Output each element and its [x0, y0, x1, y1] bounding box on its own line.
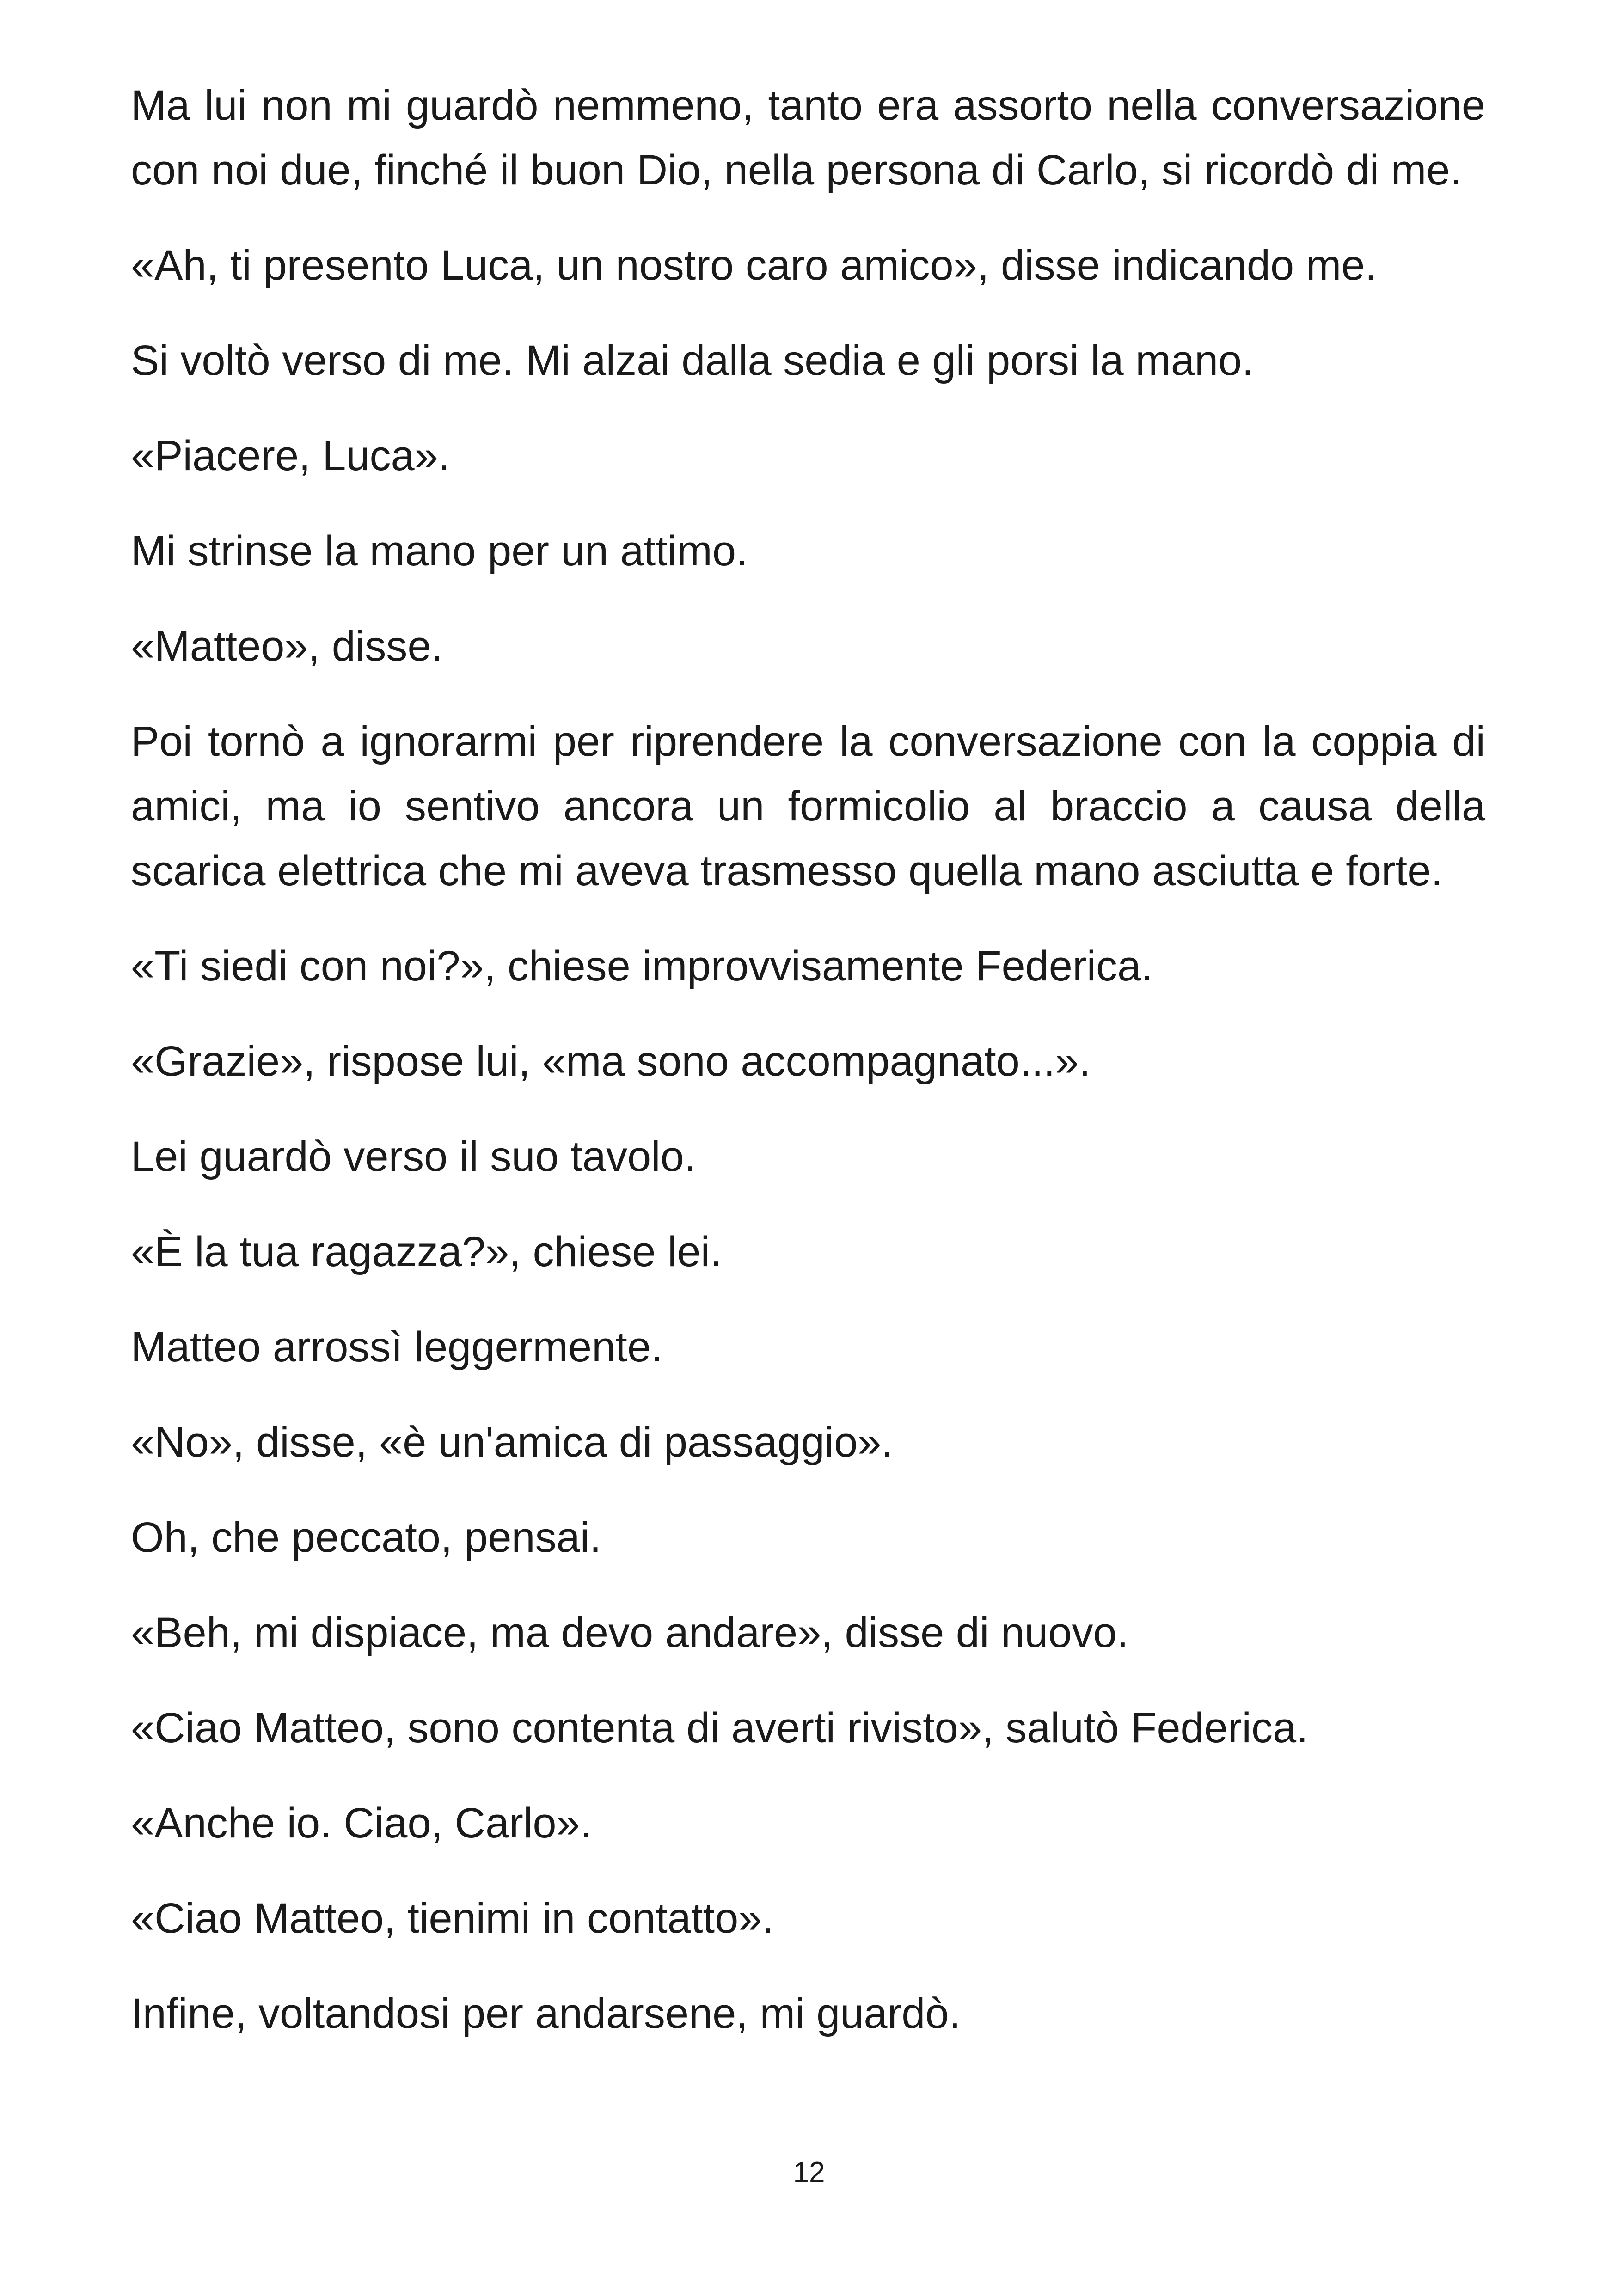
- paragraph: «Ti siedi con noi?», chiese improvvisamente Federica.: [131, 943, 1153, 990]
- paragraph: «Matteo», disse.: [131, 623, 443, 670]
- paragraph: «È la tua ragazza?», chiese lei.: [131, 1228, 722, 1275]
- paragraph: Oh, che peccato, pensai.: [131, 1514, 601, 1561]
- paragraph: Lei guardò verso il suo tavolo.: [131, 1133, 696, 1180]
- paragraph: Mi strinse la mano per un attimo.: [131, 527, 748, 575]
- paragraph: «Grazie», rispose lui, «ma sono accompagnato...».: [131, 1038, 1091, 1085]
- paragraph: «Ciao Matteo, tienimi in contatto».: [131, 1895, 774, 1942]
- paragraph: «Ah, ti presento Luca, un nostro caro amico», disse indicando me.: [131, 242, 1377, 289]
- paragraph: «Ciao Matteo, sono contenta di averti rivisto», salutò Federica.: [131, 1704, 1308, 1751]
- paragraph: «Anche io. Ciao, Carlo».: [131, 1800, 592, 1847]
- paragraph: «Piacere, Luca».: [131, 432, 450, 479]
- paragraph: Si voltò verso di me. Mi alzai dalla sedia e gli porsi la mano.: [131, 337, 1254, 384]
- body-text: [131, 73, 1485, 2076]
- paragraph: Ma lui non mi guardò nemmeno, tanto era assorto nella conversazione con noi due, finché il buon Dio, nella persona di Carlo, si ricordò di me.: [131, 82, 1485, 194]
- paragraph: Infine, voltandosi per andarsene, mi guardò.: [131, 1990, 961, 2037]
- paragraph: «No», disse, «è un'amica di passaggio».: [131, 1419, 894, 1466]
- page-number: 12: [793, 2156, 825, 2188]
- paragraph: «Beh, mi dispiace, ma devo andare», disse di nuovo.: [131, 1609, 1129, 1656]
- paragraph: Poi tornò a ignorarmi per riprendere la conversazione con la coppia di amici, ma io sentivo ancora un formicolio al braccio a causa della scarica elettrica che mi aveva trasmesso quella mano asciutta e forte.: [131, 718, 1485, 894]
- paragraph: Matteo arrossì leggermente.: [131, 1323, 663, 1371]
